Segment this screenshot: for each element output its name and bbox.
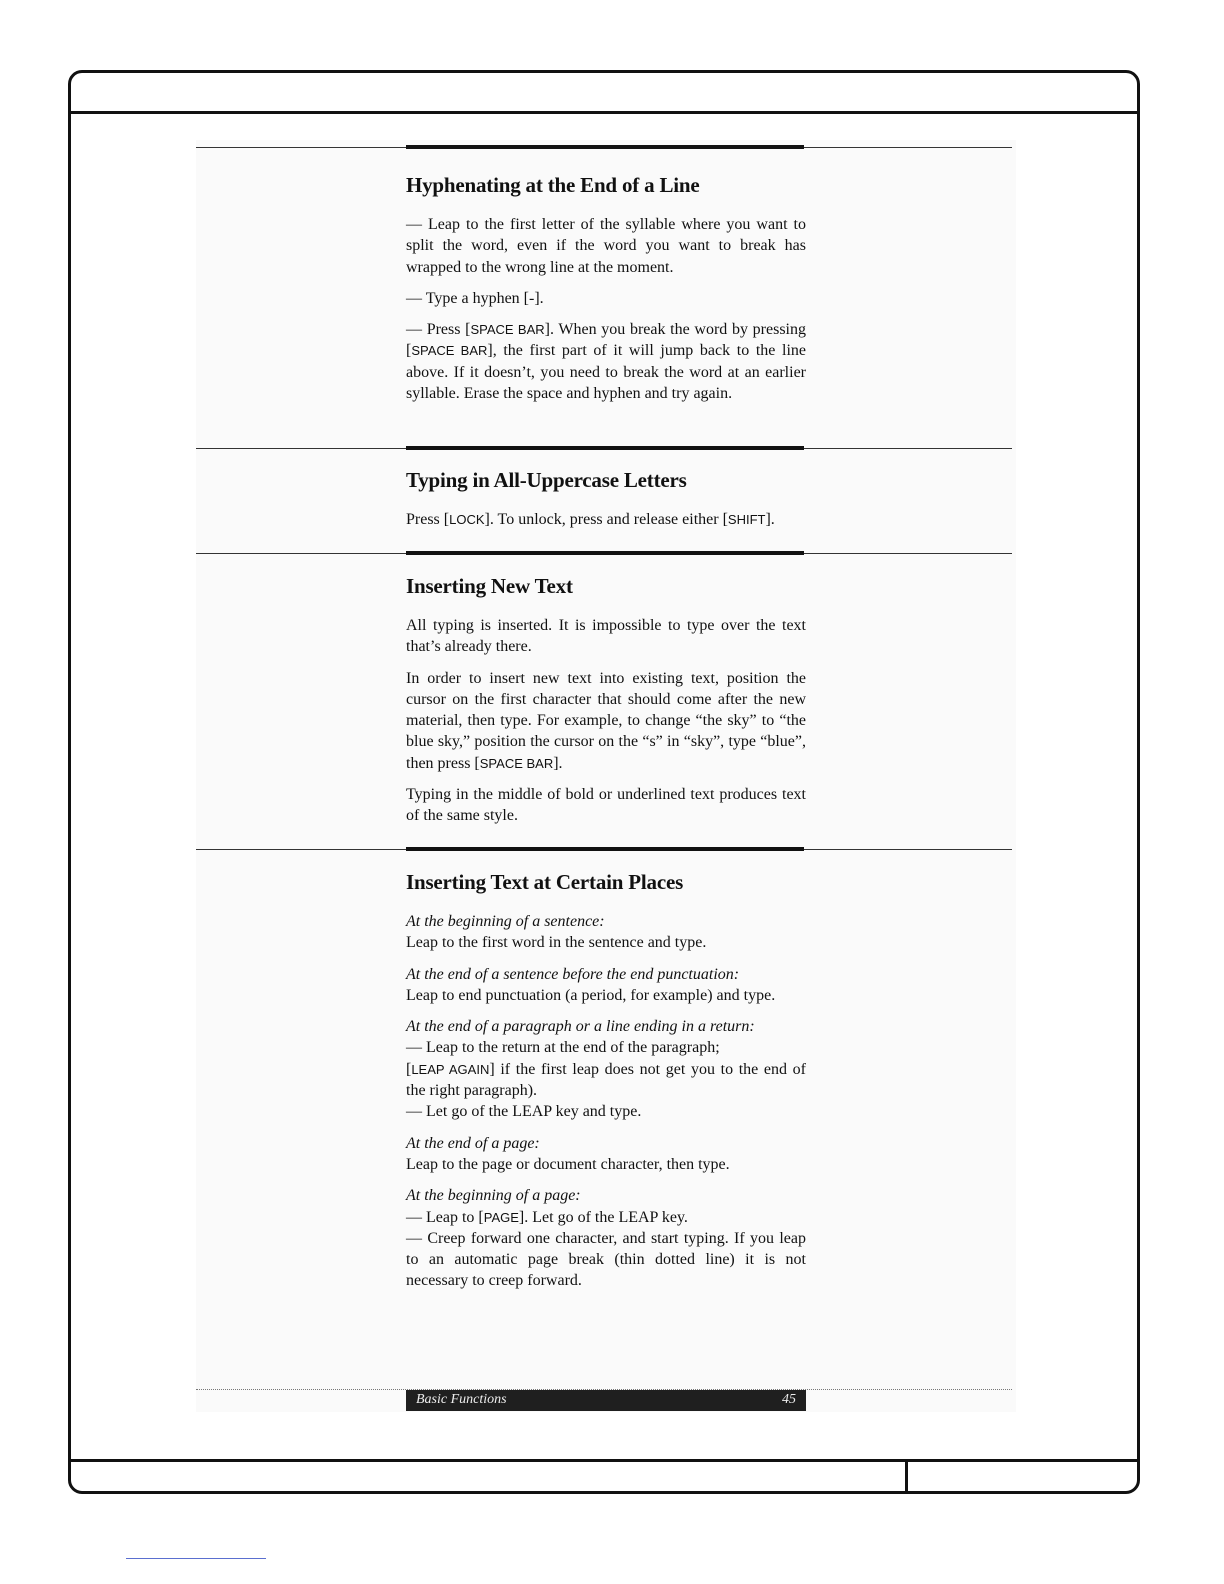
subheading: At the beginning of a sentence: — [406, 913, 605, 930]
section-rule — [196, 847, 1012, 852]
subheading: At the beginning of a page: — [406, 1187, 581, 1205]
section-title: Inserting Text at Certain Places — [406, 870, 684, 894]
page-number: 45 — [782, 1392, 796, 1407]
subheading: At the end of a page: — [406, 1134, 540, 1152]
paragraph: Typing in the middle of bold or underlined text produces text of the same style. — [406, 786, 806, 825]
frame-footer-rule — [71, 1459, 1137, 1462]
section-inserting-certain-places — [406, 870, 806, 1292]
frame-header-rule — [71, 111, 1137, 114]
section-rule — [196, 551, 1012, 556]
key-label: LEAP AGAIN — [411, 1061, 490, 1077]
key-label: SHIFT — [727, 512, 766, 527]
bottom-accent-rule — [126, 1558, 266, 1559]
subheading: At the end of a paragraph or a line ending in a return: — [406, 1018, 755, 1036]
key-label: SPACE BAR — [479, 755, 554, 771]
page-footer-bar — [406, 1390, 806, 1411]
paragraph: All typing is inserted. It is impossible to type over the text that’s already there. — [406, 617, 806, 656]
paragraph: At the end of a sentence before the end punctuation: Leap to end punctuation (a period, for example) and type. — [406, 965, 776, 1004]
footer-chapter-title: Basic Functions — [416, 1392, 507, 1407]
section-hyphenating — [406, 173, 806, 404]
paragraph: — Type a hyphen [-]. — [406, 289, 544, 307]
subheading: At the end of a sentence before the end punctuation: — [406, 965, 740, 983]
key-label: SPACE BAR — [411, 343, 488, 359]
section-rule — [196, 145, 1012, 150]
paragraph: At the end of a paragraph or a line ending in a return: — Leap to the return at the end of the paragraph; [LEAP AGAIN] if the first leap does not get you to the end of the right paragraph). — Let go of the LEAP key and type. — [406, 1018, 807, 1121]
frame-footer-divider — [905, 1459, 908, 1491]
section-title: Hyphenating at the End of a Line — [406, 173, 700, 197]
section-inserting-new-text — [406, 574, 806, 827]
section-rule — [196, 446, 1012, 451]
section-uppercase — [406, 468, 806, 530]
paragraph: At the beginning of a page: — Leap to [PAGE]. Let go of the LEAP key. — Creep forward one character, and start typing. If you leap to an automatic page break (thin dotted line) it is not necessary to creep forward. — [406, 1187, 806, 1290]
paragraph: — Leap to the first letter of the syllable where you want to split the word, even if the word you want to break has wrapped to the wrong line at the moment. — [406, 216, 806, 276]
paragraph: — Press [SPACE BAR]. When you break the word by pressing [SPACE BAR], the first part of it will jump back to the line above. If it doesn’t, you need to break the word at an earlier syllable. Erase the space and hyphen and try again. — [406, 321, 807, 403]
paragraph: In order to insert new text into existing text, position the cursor on the first character that should come after the new material, then type. For example, to change “the sky” to “the blue sky,” position the cursor on the “s” in “sky”, type “blue”, then press [SPACE BAR]. — [406, 669, 806, 772]
section-title: Inserting New Text — [406, 574, 573, 598]
key-label: SPACE BAR — [470, 322, 545, 338]
key-label: LOCK — [449, 512, 485, 527]
paragraph: Press [LOCK]. To unlock, press and release either [SHIFT]. — [406, 511, 775, 528]
paragraph: At the beginning of a sentence: Leap to the first word in the sentence and type. — [406, 913, 707, 952]
paragraph: At the end of a page: Leap to the page or document character, then type. — [406, 1134, 730, 1173]
key-label: PAGE — [483, 1209, 519, 1225]
section-title: Typing in All-Uppercase Letters — [406, 468, 687, 492]
